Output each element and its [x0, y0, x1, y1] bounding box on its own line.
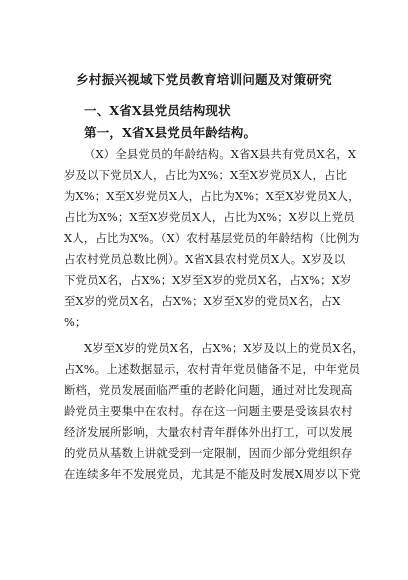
document-title: 乡村振兴视域下党员教育培训问题及对策研究: [75, 72, 332, 87]
paragraph-line: 为X%；X至X岁党员X人，占比为X%；X至X岁党员X人，: [64, 189, 360, 203]
paragraph-line: 在连续多年不发展党员，尤其是不能及时发展X周岁以下党: [64, 467, 361, 481]
paragraph-line: 断档，党员发展面临严重的老龄化问题，通过对比发现高: [64, 383, 353, 397]
paragraph-line: 经济发展所影响，大量农村青年群体外出打工，可以发展: [64, 425, 353, 439]
paragraph-line: X人，占比为X%。（X）农村基层党员的年龄结构（比例为: [64, 231, 360, 245]
section-heading: 一、X省X县党员结构现状: [84, 103, 231, 118]
paragraph-line: 下党员X名，占X%；X岁至X岁的党员X名，占X%；X岁: [64, 273, 352, 287]
paragraph-line: 至X岁的党员X名，占X%；X岁至X岁的党员X名，占X: [64, 294, 341, 308]
paragraph-line: 占农村党员总数比例）。X省X县农村党员X人。X岁及以: [64, 252, 346, 266]
paragraph-line: 龄党员主要集中在农村。存在这一问题主要是受该县农村: [64, 404, 353, 418]
paragraph-line: 占X%。上述数据显示，农村青年党员储备不足，中年党员: [64, 362, 361, 376]
subsection-heading: 第一，X省X县党员年龄结构。: [84, 125, 257, 140]
paragraph-line: 岁及以下党员X人，占比为X%；X至X岁党员X人，占比: [64, 168, 348, 182]
paragraph-line: 的党员从基数上讲就受到一定限制，因而少部分党组织存: [64, 446, 353, 460]
paragraph-line: X岁至X岁的党员X名，占X%；X岁及以上的党员X名，: [84, 341, 364, 355]
paragraph-line: （X）全县党员的年龄结构。X省X县共有党员X名，X: [84, 147, 357, 161]
paragraph-line: %；: [64, 315, 87, 329]
paragraph-line: 占比为X%；X至X岁党员X人，占比为X%；X岁以上党员: [64, 210, 355, 224]
